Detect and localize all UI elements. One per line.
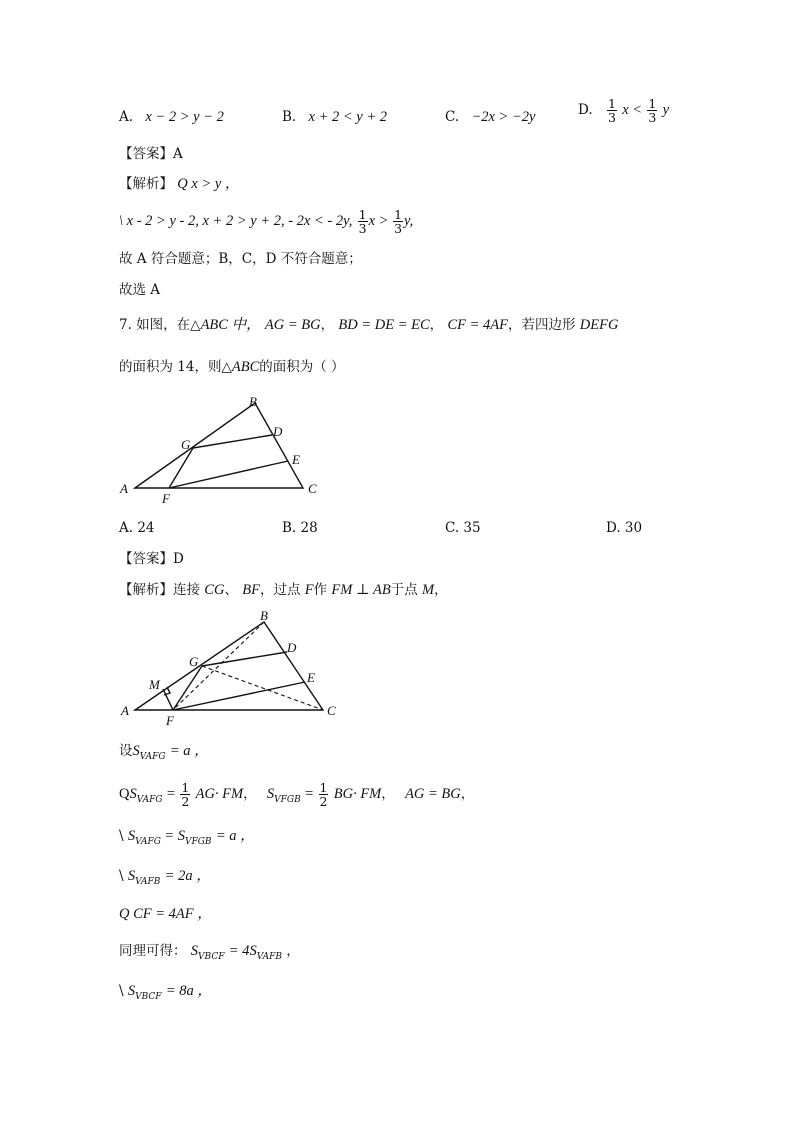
step-5: Q CF = 4AF ， bbox=[119, 906, 212, 922]
q6-option-b: B. x + 2 < y + 2 bbox=[282, 109, 387, 125]
fraction-one-third: $\frac{1}{3}$ bbox=[394, 207, 403, 236]
q6-option-d: D. $\frac{1}{3}$ x < $\frac{1}{3}$ y bbox=[578, 96, 670, 125]
q6-option-c: C. −2x > −2y bbox=[445, 109, 536, 125]
q7-choice-c: C. 35 bbox=[445, 520, 481, 536]
step-4: \ $S_{VAFB} = 2a$ ， bbox=[119, 868, 211, 887]
segment-gd bbox=[193, 435, 272, 448]
q7-answer: 【答案】D bbox=[119, 551, 184, 567]
fraction-one-half: $\frac{1}{2}$ bbox=[319, 780, 328, 809]
fraction-one-third: $\frac{1}{3}$ bbox=[607, 96, 616, 125]
label-b: B bbox=[249, 394, 257, 409]
q6-analysis-line-4: 故选 A bbox=[119, 282, 161, 298]
segment-gf bbox=[169, 448, 193, 488]
dashed-segment-cg bbox=[202, 666, 323, 710]
segment-fm bbox=[163, 689, 173, 710]
q6-option-a: A. x − 2 > y − 2 bbox=[119, 109, 224, 125]
q7-stem-line-2: 的面积为 14，则△ABC的面积为（ ） bbox=[119, 359, 345, 375]
label-d: D bbox=[273, 424, 283, 439]
triangle-icon: △ bbox=[190, 317, 201, 333]
segment-fe bbox=[173, 682, 305, 710]
q6-analysis-line-2: \ x - 2 > y - 2, x + 2 > y + 2, - 2x < - 2y, $\frac{1}{3}$ x > $\frac{1}{3}$ y, bbox=[119, 207, 414, 236]
q7-solution-figure bbox=[115, 604, 350, 729]
label-a: A bbox=[121, 703, 129, 718]
label-f: F bbox=[162, 491, 170, 506]
q6-analysis-line-1: 【解析】 Q x > y ， bbox=[119, 176, 240, 192]
step-1: 设$S_{VAFG} = a$ ， bbox=[119, 743, 209, 762]
q6-analysis-line-3: 故 A 符合题意；B，C，D 不符合题意； bbox=[119, 251, 362, 267]
segment-gd bbox=[202, 652, 287, 666]
triangle-abc bbox=[135, 403, 303, 488]
label-g: G bbox=[189, 654, 199, 669]
step-7: \ $S_{VBCF} = 8a$ ， bbox=[119, 983, 212, 1002]
step-3: \ $S_{VAFG} = S_{VFGB} = a$ ， bbox=[119, 828, 255, 847]
fraction-one-third: $\frac{1}{3}$ bbox=[648, 96, 657, 125]
q7-stem-line-1: 7. 如图，在△ABC 中， AG = BG， BD = DE = EC， CF = 4AF，若四边形 DEFG bbox=[119, 317, 619, 333]
label-f: F bbox=[166, 713, 174, 728]
label-e: E bbox=[292, 452, 300, 467]
label-b: B bbox=[260, 608, 268, 623]
dashed-segment-bf bbox=[173, 622, 264, 710]
step-2: $QS_{VAFG}$ = $\frac{1}{2}$ AG· FM， $S_{VFGB}$ = $\frac{1}{2}$ BG· FM， AG = BG， bbox=[119, 780, 475, 809]
triangle-abc bbox=[135, 622, 323, 710]
label-c: C bbox=[308, 481, 317, 496]
label-e: E bbox=[307, 670, 315, 685]
step-6: 同理可得： $S_{VBCF} = 4S_{VAFB}$ ， bbox=[119, 943, 300, 962]
q6-answer: 【答案】A bbox=[119, 146, 183, 162]
fraction-one-third: $\frac{1}{3}$ bbox=[358, 207, 367, 236]
fraction-one-half: $\frac{1}{2}$ bbox=[181, 780, 190, 809]
segment-fe bbox=[169, 461, 288, 488]
segment-gf bbox=[173, 666, 202, 710]
label-a: A bbox=[120, 481, 128, 496]
triangle-icon: △ bbox=[221, 359, 232, 375]
q7-analysis-line-1: 【解析】连接 CG、 BF，过点 F作 FM ⊥ AB于点 M， bbox=[119, 582, 448, 598]
label-m: M bbox=[149, 677, 160, 692]
q7-choice-b: B. 28 bbox=[282, 520, 318, 536]
label-g: G bbox=[181, 437, 191, 452]
q7-figure bbox=[115, 392, 335, 512]
label-c: C bbox=[327, 703, 336, 718]
q7-choice-d: D. 30 bbox=[606, 520, 643, 536]
q7-choice-a: A. 24 bbox=[119, 520, 155, 536]
label-d: D bbox=[287, 640, 297, 655]
